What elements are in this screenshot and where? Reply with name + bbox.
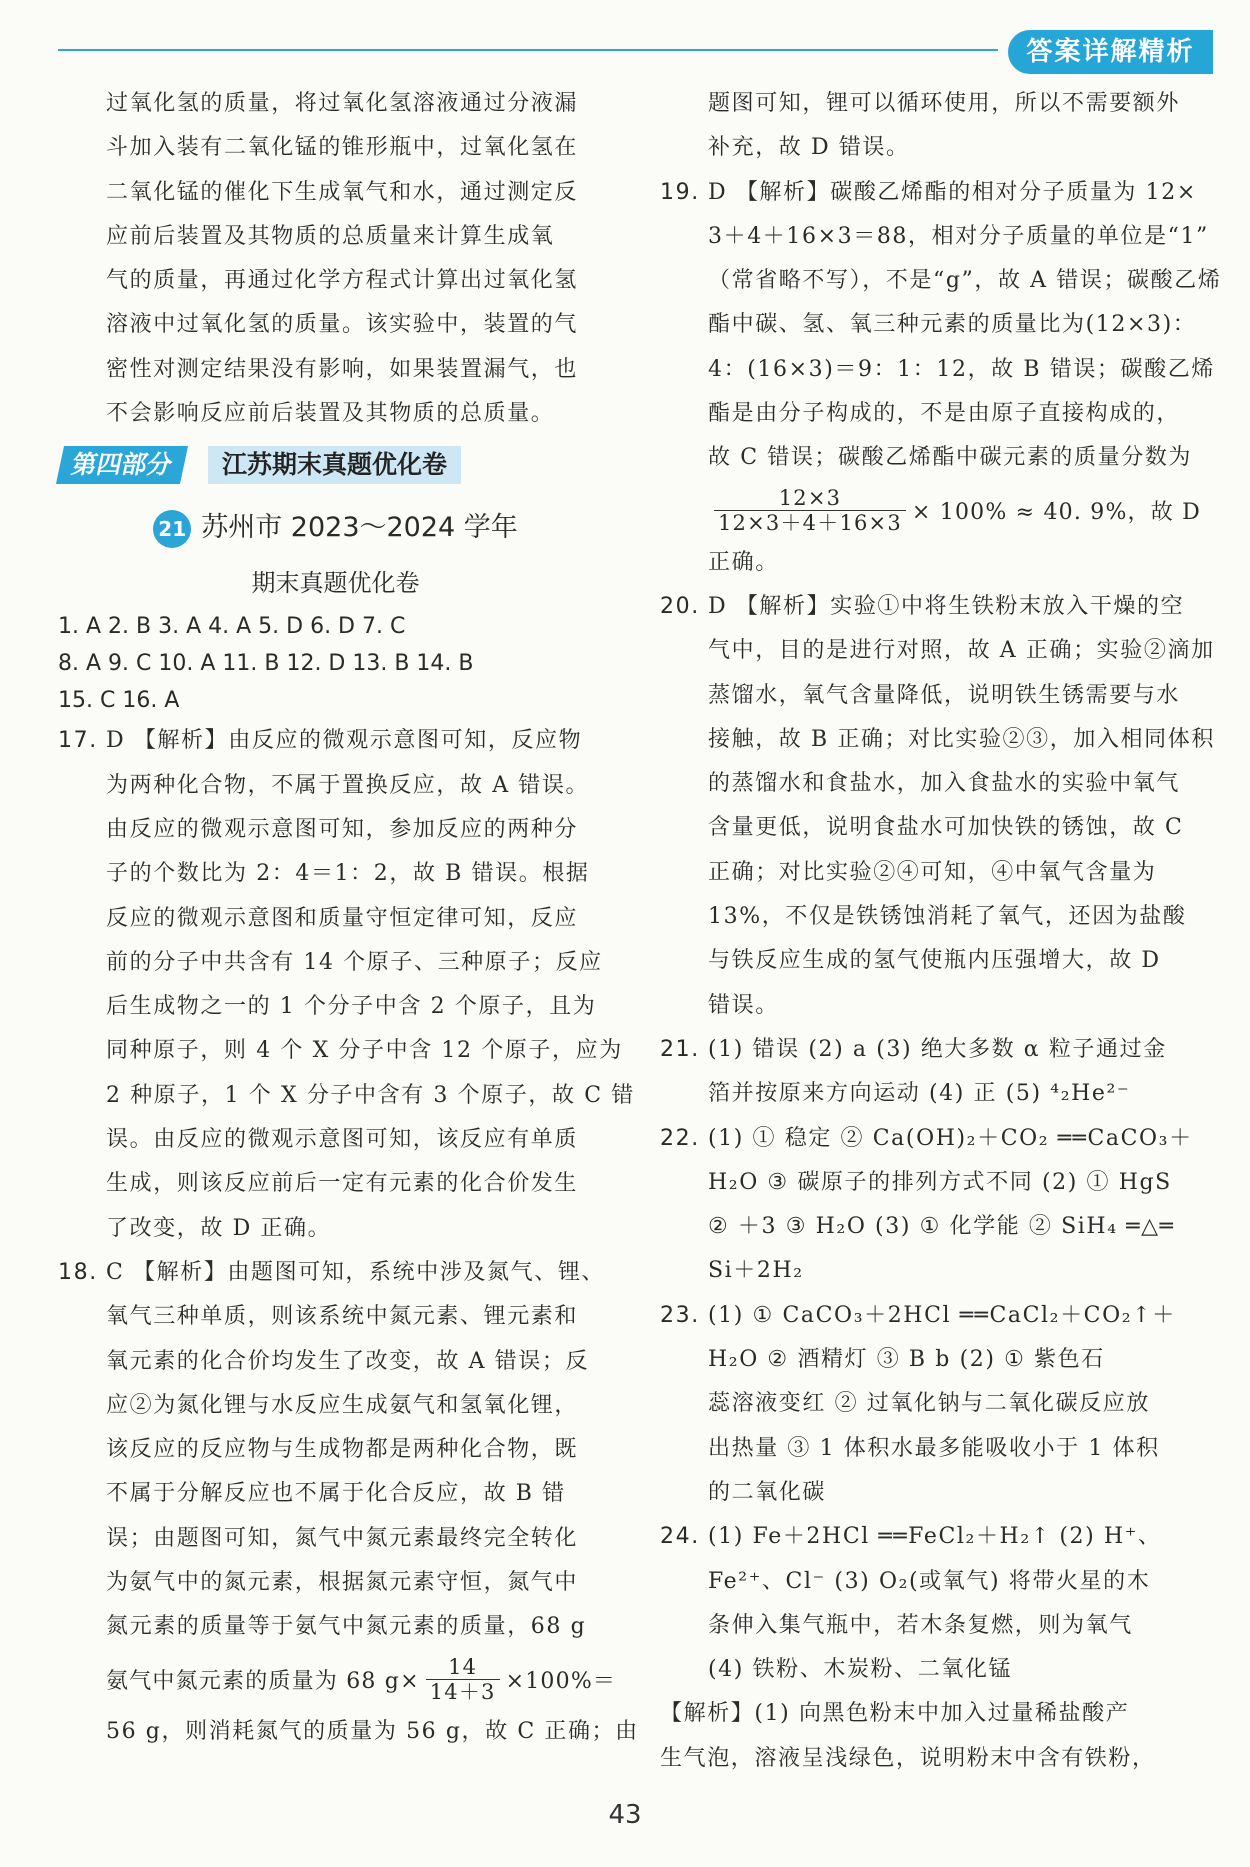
text-line: 氧气三种单质，则该系统中氮元素、锂元素和 — [106, 1304, 579, 1330]
answer-row: 8. A 9. C 10. A 11. B 12. D 13. B 14. B — [58, 651, 474, 677]
question-number: 18. — [58, 1259, 98, 1285]
text-segment: 氨气中氮元素的质量为 68 g× — [106, 1669, 420, 1695]
text-line: 应②为氮化锂与水反应生成氨气和氢氧化锂， — [106, 1392, 579, 1418]
text-segment: ×100%＝ — [505, 1669, 617, 1695]
text-line: 的二氧化碳 — [708, 1479, 827, 1505]
fraction-denominator: 12×3＋4＋16×3 — [714, 510, 906, 535]
question-number: 19. — [660, 179, 700, 205]
text-line: 3＋4＋16×3＝88，相对分子质量的单位是“1” — [708, 223, 1209, 249]
text-line: 56 g，则消耗氮气的质量为 56 g，故 C 正确；由 — [106, 1718, 639, 1744]
text-line: 二氧化锰的催化下生成氧气和水，通过测定反 — [106, 179, 579, 205]
text-line: 条伸入集气瓶中，若木条复燃，则为氧气 — [708, 1612, 1133, 1638]
text-line: 错误。 — [708, 992, 779, 1018]
text-line: 密性对测定结果没有影响，如果装置漏气，也 — [106, 356, 579, 382]
question-number: 21. — [660, 1036, 700, 1062]
fraction — [714, 486, 906, 535]
answer-row: 1. A 2. B 3. A 4. A 5. D 6. D 7. C — [58, 614, 406, 640]
section-part-label: 第四部分 — [56, 446, 188, 484]
text-line: 误；由题图可知，氮气中氮元素最终完全转化 — [106, 1525, 579, 1551]
text-line: 酯中碳、氢、氧三种元素的质量比为(12×3)： — [708, 312, 1197, 338]
text-line: 前的分子中共含有 14 个原子、三种原子；反应 — [106, 949, 603, 975]
text-line: 的蒸馏水和食盐水，加入食盐水的实验中氧气 — [708, 771, 1181, 797]
page-number: 43 — [608, 1800, 642, 1830]
text-line: D 【解析】由反应的微观示意图可知，反应物 — [106, 728, 583, 754]
text-line: 酯是由分子构成的，不是由原子直接构成的， — [708, 401, 1181, 427]
text-line: 接触，故 B 正确；对比实验②③，加入相同体积 — [708, 726, 1215, 752]
text-line: 生气泡，溶液呈浅绿色，说明粉末中含有铁粉， — [660, 1745, 1156, 1771]
question-19 — [660, 171, 1222, 585]
question-18 — [58, 1251, 639, 1754]
text-segment: × 100% ≈ 40. 9%，故 D — [911, 500, 1201, 526]
text-line: 误。由反应的微观示意图可知，该反应有单质 — [106, 1127, 579, 1153]
section-banner — [60, 440, 613, 492]
text-line: 4：(16×3)＝9：1：12，故 B 错误；碳酸乙烯 — [708, 356, 1215, 382]
text-line: 故 C 错误；碳酸乙烯酯中碳元素的质量分数为 — [708, 445, 1193, 471]
question-24 — [660, 1515, 1215, 1781]
text-line: (1) 错误 (2) a (3) 绝大多数 α 粒子通过金 — [708, 1036, 1167, 1062]
question-20 — [660, 585, 1215, 1028]
text-line: C 【解析】由题图可知，系统中涉及氮气、锂、 — [106, 1259, 606, 1285]
question-number: 17. — [58, 728, 98, 754]
text-line: 溶液中过氧化氢的质量。该实验中，装置的气 — [106, 312, 579, 338]
text-line: 题图可知，锂可以循环使用，所以不需要额外 — [708, 91, 1181, 116]
question-number: 22. — [660, 1125, 700, 1151]
text-line: H₂O ③ 碳原子的排列方式不同 (2) ① HgS — [708, 1169, 1172, 1195]
text-line: (1) ① CaCO₃＋2HCl ══CaCl₂＋CO₂↑＋ — [708, 1302, 1176, 1328]
text-line: 【解析】(1) 向黑色粉末中加入过量稀盐酸产 — [660, 1701, 1130, 1727]
text-line: H₂O ② 酒精灯 ③ B b (2) ① 紫色石 — [708, 1347, 1105, 1373]
text-line: 了改变，故 D 正确。 — [106, 1215, 332, 1241]
text-line: D 【解析】实验①中将生铁粉末放入干燥的空 — [708, 593, 1185, 619]
fraction — [426, 1655, 500, 1704]
question-17 — [58, 719, 635, 1251]
section-title: 江苏期末真题优化卷 — [208, 446, 461, 484]
fraction-numerator: 12×3 — [778, 486, 842, 511]
text-line: 同种原子，则 4 个 X 分子中含 12 个原子，应为 — [106, 1038, 623, 1064]
text-line: 为氨气中的氮元素，根据氮元素守恒，氮气中 — [106, 1570, 579, 1596]
text-line: D 【解析】碳酸乙烯酯的相对分子质量为 12× — [708, 179, 1197, 205]
text-line: (1) Fe＋2HCl ══FeCl₂＋H₂↑ (2) H⁺、 — [708, 1524, 1162, 1550]
question-number: 24. — [660, 1524, 700, 1550]
text-line: 蒸馏水，氧气含量降低，说明铁生锈需要与水 — [708, 682, 1181, 708]
text-line: Fe²⁺、Cl⁻ (3) O₂(或氧气) 将带火星的木 — [708, 1568, 1151, 1594]
text-line: 不属于分解反应也不属于化合反应，故 B 错 — [106, 1481, 566, 1507]
exam-subtitle: 期末真题优化卷 — [251, 569, 420, 598]
text-line: 蕊溶液变红 ② 过氧化钠与二氧化碳反应放 — [708, 1391, 1150, 1417]
text-line: Si＋2H₂ — [708, 1258, 804, 1284]
left-column — [58, 82, 639, 1754]
text-line: 应前后装置及其物质的总质量来计算生成氧 — [106, 223, 555, 249]
text-line: 气的质量，再通过化学方程式计算出过氧化氢 — [106, 268, 579, 294]
text-line: 与铁反应生成的氢气使瓶内压强增大，故 D — [708, 948, 1161, 974]
text-line: 补充，故 D 错误。 — [708, 135, 910, 161]
text-line: 后生成物之一的 1 个分子中含 2 个原子，且为 — [106, 994, 597, 1020]
question-22 — [660, 1117, 1215, 1294]
text-line: 不会影响反应前后装置及其物质的总质量。 — [106, 401, 555, 427]
text-line: 正确；对比实验②④可知，④中氧气含量为 — [708, 859, 1157, 885]
text-line: 气中，目的是进行对照，故 A 正确；实验②滴加 — [708, 638, 1215, 664]
fraction-line — [708, 481, 1215, 541]
text-line: 生成，则该反应前后一定有元素的化合价发生 — [106, 1171, 579, 1197]
fraction-denominator: 14＋3 — [426, 1679, 500, 1704]
text-line: 斗加入装有二氧化锰的锥形瓶中，过氧化氢在 — [106, 135, 579, 161]
answer-row: 15. C 16. A — [58, 688, 180, 714]
header-tab: 答案详解精析 — [1008, 30, 1213, 74]
question-number: 23. — [660, 1302, 700, 1328]
exam-number-badge: 21 — [153, 510, 191, 548]
fraction-line — [106, 1650, 617, 1710]
text-line: 为两种化合物，不属于置换反应，故 A 错误。 — [106, 772, 590, 798]
text-line: 2 种原子，1 个 X 分子中含有 3 个原子，故 C 错 — [106, 1082, 635, 1108]
question-21 — [660, 1028, 1215, 1117]
text-line: (4) 铁粉、木炭粉、二氧化锰 — [708, 1657, 1013, 1683]
text-line: 氧元素的化合价均发生了改变，故 A 错误；反 — [106, 1348, 590, 1374]
text-line: 过氧化氢的质量，将过氧化氢溶液通过分液漏 — [106, 91, 579, 116]
text-line: ② ＋3 ③ H₂O (3) ① 化学能 ② SiH₄ ═△═ — [708, 1214, 1175, 1240]
text-line: 反应的微观示意图和质量守恒定律可知，反应 — [106, 905, 579, 931]
text-line: （常省略不写），不是“g”，故 A 错误；碳酸乙烯 — [708, 268, 1222, 294]
exam-title: 苏州市 2023～2024 学年 — [201, 512, 518, 544]
question-number: 20. — [660, 593, 700, 619]
text-line: 氮元素的质量等于氨气中氮元素的质量，68 g — [106, 1614, 587, 1640]
text-line: 由反应的微观示意图可知，参加反应的两种分 — [106, 816, 579, 842]
text-line: 出热量 ③ 1 体积水最多能吸收小于 1 体积 — [708, 1435, 1160, 1461]
text-line: 子的个数比为 2：4＝1：2，故 B 错误。根据 — [106, 861, 590, 887]
text-line: 13%，不仅是铁锈蚀消耗了氧气，还因为盐酸 — [708, 904, 1187, 930]
text-line: (1) ① 稳定 ② Ca(OH)₂＋CO₂ ══CaCO₃＋ — [708, 1125, 1193, 1151]
exam-heading — [58, 498, 613, 558]
text-line: 正确。 — [708, 549, 779, 575]
question-23 — [660, 1294, 1215, 1515]
text-line: 该反应的反应物与生成物都是两种化合物，既 — [106, 1437, 579, 1463]
left-continued-text — [58, 82, 613, 436]
right-column — [660, 82, 1222, 1781]
text-line: 箔并按原来方向运动 (4) 正 (5) ⁴₂He²⁻ — [708, 1081, 1131, 1107]
text-line: 含量更低，说明食盐水可加快铁的锈蚀，故 C — [708, 815, 1184, 841]
header-rule — [58, 49, 998, 51]
fraction-numerator: 14 — [448, 1655, 478, 1680]
